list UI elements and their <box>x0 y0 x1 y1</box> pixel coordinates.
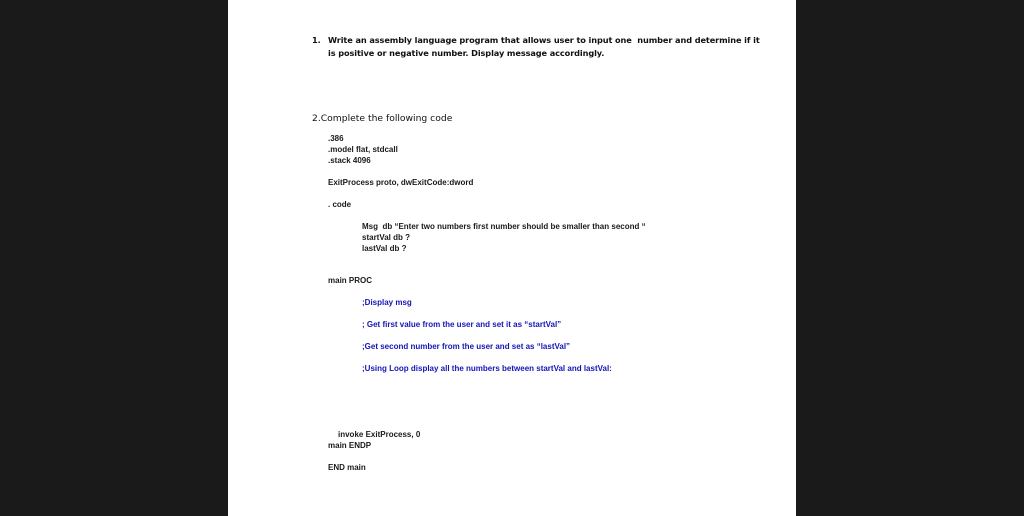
comment-get-first-value: ; Get first value from the user and set it as “startVal” <box>362 320 562 329</box>
code-line-msg: Msg db “Enter two numbers first number should be smaller than second “ <box>362 222 646 231</box>
code-line-code-directive: . code <box>328 200 352 209</box>
code-line-proto: ExitProcess proto, dwExitCode:dword <box>328 178 474 187</box>
comment-display-msg: ;Display msg <box>362 298 412 307</box>
code-line-main-proc: main PROC <box>328 276 373 285</box>
code-line-end-main: END main <box>328 463 366 472</box>
question-1-line-2: is positive or negative number. Display message accordingly. <box>328 48 605 58</box>
code-line-stack: .stack 4096 <box>328 156 371 165</box>
code-line-invoke: invoke ExitProcess, 0 <box>338 430 421 439</box>
question-2-heading: 2.Complete the following code <box>312 113 453 124</box>
code-line-main-endp: main ENDP <box>328 441 372 450</box>
comment-get-second-value: ;Get second number from the user and set as “lastVal” <box>362 342 571 351</box>
question-1-number: 1. <box>312 35 321 45</box>
code-line-startval: startVal db ? <box>362 233 411 242</box>
document-page <box>228 0 796 516</box>
comment-loop-display: ;Using Loop display all the numbers between startVal and lastVal: <box>362 364 612 373</box>
code-line-386: .386 <box>328 134 344 143</box>
code-line-lastval: lastVal db ? <box>362 244 407 253</box>
code-line-model: .model flat, stdcall <box>328 145 398 154</box>
question-1-line-1: Write an assembly language program that allows user to input one number and determine if it <box>328 35 760 45</box>
